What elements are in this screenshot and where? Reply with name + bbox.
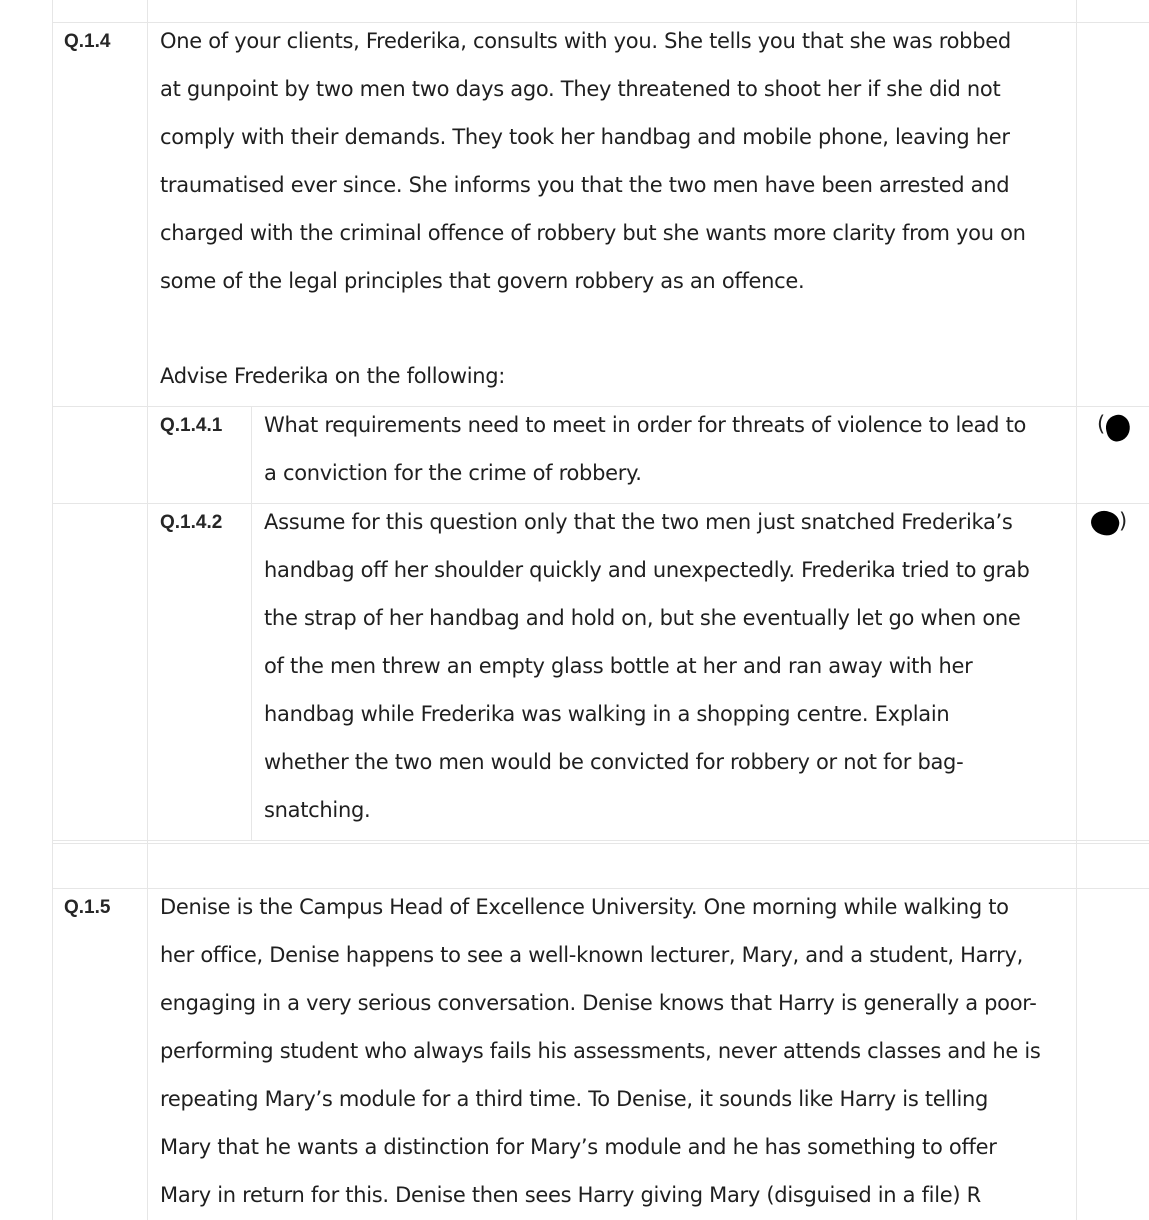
subquestion-line: a conviction for the crime of robbery. [264, 461, 642, 485]
subquestion-number: Q.1.4.1 [160, 415, 223, 436]
subquestion-number: Q.1.4.2 [160, 512, 223, 533]
subquestion-text [264, 401, 1026, 497]
subquestion-line: Assume for this question only that the two men just snatched Frederika’s [264, 510, 1013, 534]
scenario-line: comply with their demands. They took her handbag and mobile phone, leaving her [160, 125, 1010, 149]
scenario-line: her office, Denise happens to see a well-known lecturer, Mary, and a student, Harry, [160, 943, 1023, 967]
scenario-line: traumatised ever since. She informs you that the two men have been arrested and [160, 173, 1010, 197]
scenario-line: Mary in return for this. Denise then sees Harry giving Mary (disguised in a file) R [160, 1183, 981, 1207]
scenario-line: Denise is the Campus Head of Excellence University. One morning while walking to [160, 895, 1009, 919]
subquestion-line: handbag off her shoulder quickly and unexpectedly. Frederika tried to grab [264, 558, 1030, 582]
marks-value: ( [1097, 412, 1106, 436]
redaction-mark [1088, 507, 1123, 539]
subquestion-line: of the men threw an empty glass bottle at her and ran away with her [264, 654, 973, 678]
scenario-line: One of your clients, Frederika, consults with you. She tells you that she was robbed [160, 29, 1011, 53]
table-border-subquestion-col [251, 406, 252, 840]
scenario-line: at gunpoint by two men two days ago. They threatened to shoot her if she did not [160, 77, 1001, 101]
scenario-line: engaging in a very serious conversation. Denise knows that Harry is generally a poor- [160, 991, 1037, 1015]
table-row-divider [52, 840, 1149, 841]
subquestion-text [264, 498, 1030, 834]
table-border-left [52, 0, 53, 1220]
table-border-question-col [147, 0, 148, 1220]
scenario-line: Mary that he wants a distinction for Mary’s module and he has something to offer [160, 1135, 997, 1159]
subquestion-line: whether the two men would be convicted for robbery or not for bag- [264, 750, 964, 774]
scenario-line: some of the legal principles that govern robbery as an offence. [160, 269, 805, 293]
scenario-line: repeating Mary’s module for a third time. To Denise, it sounds like Harry is telling [160, 1087, 989, 1111]
subquestion-line: What requirements need to meet in order for threats of violence to lead to [264, 413, 1027, 437]
subquestion-line: handbag while Frederika was walking in a shopping centre. Explain [264, 702, 950, 726]
instruction-text: Advise Frederika on the following: [160, 364, 506, 388]
question-scenario [160, 883, 1041, 1219]
scenario-line: charged with the criminal offence of robbery but she wants more clarity from you on [160, 221, 1026, 245]
marks-value: ) [1119, 509, 1128, 533]
subquestion-line: the strap of her handbag and hold on, but she eventually let go when one [264, 606, 1021, 630]
table-border-marks-col [1076, 0, 1077, 1220]
question-number: Q.1.5 [64, 897, 111, 918]
question-scenario [160, 17, 1026, 305]
question-number: Q.1.4 [64, 31, 111, 52]
table-row-divider [52, 843, 1149, 844]
scenario-line: performing student who always fails his assessments, never attends classes and he is [160, 1039, 1041, 1063]
subquestion-line: snatching. [264, 798, 371, 822]
redaction-mark [1103, 412, 1133, 443]
